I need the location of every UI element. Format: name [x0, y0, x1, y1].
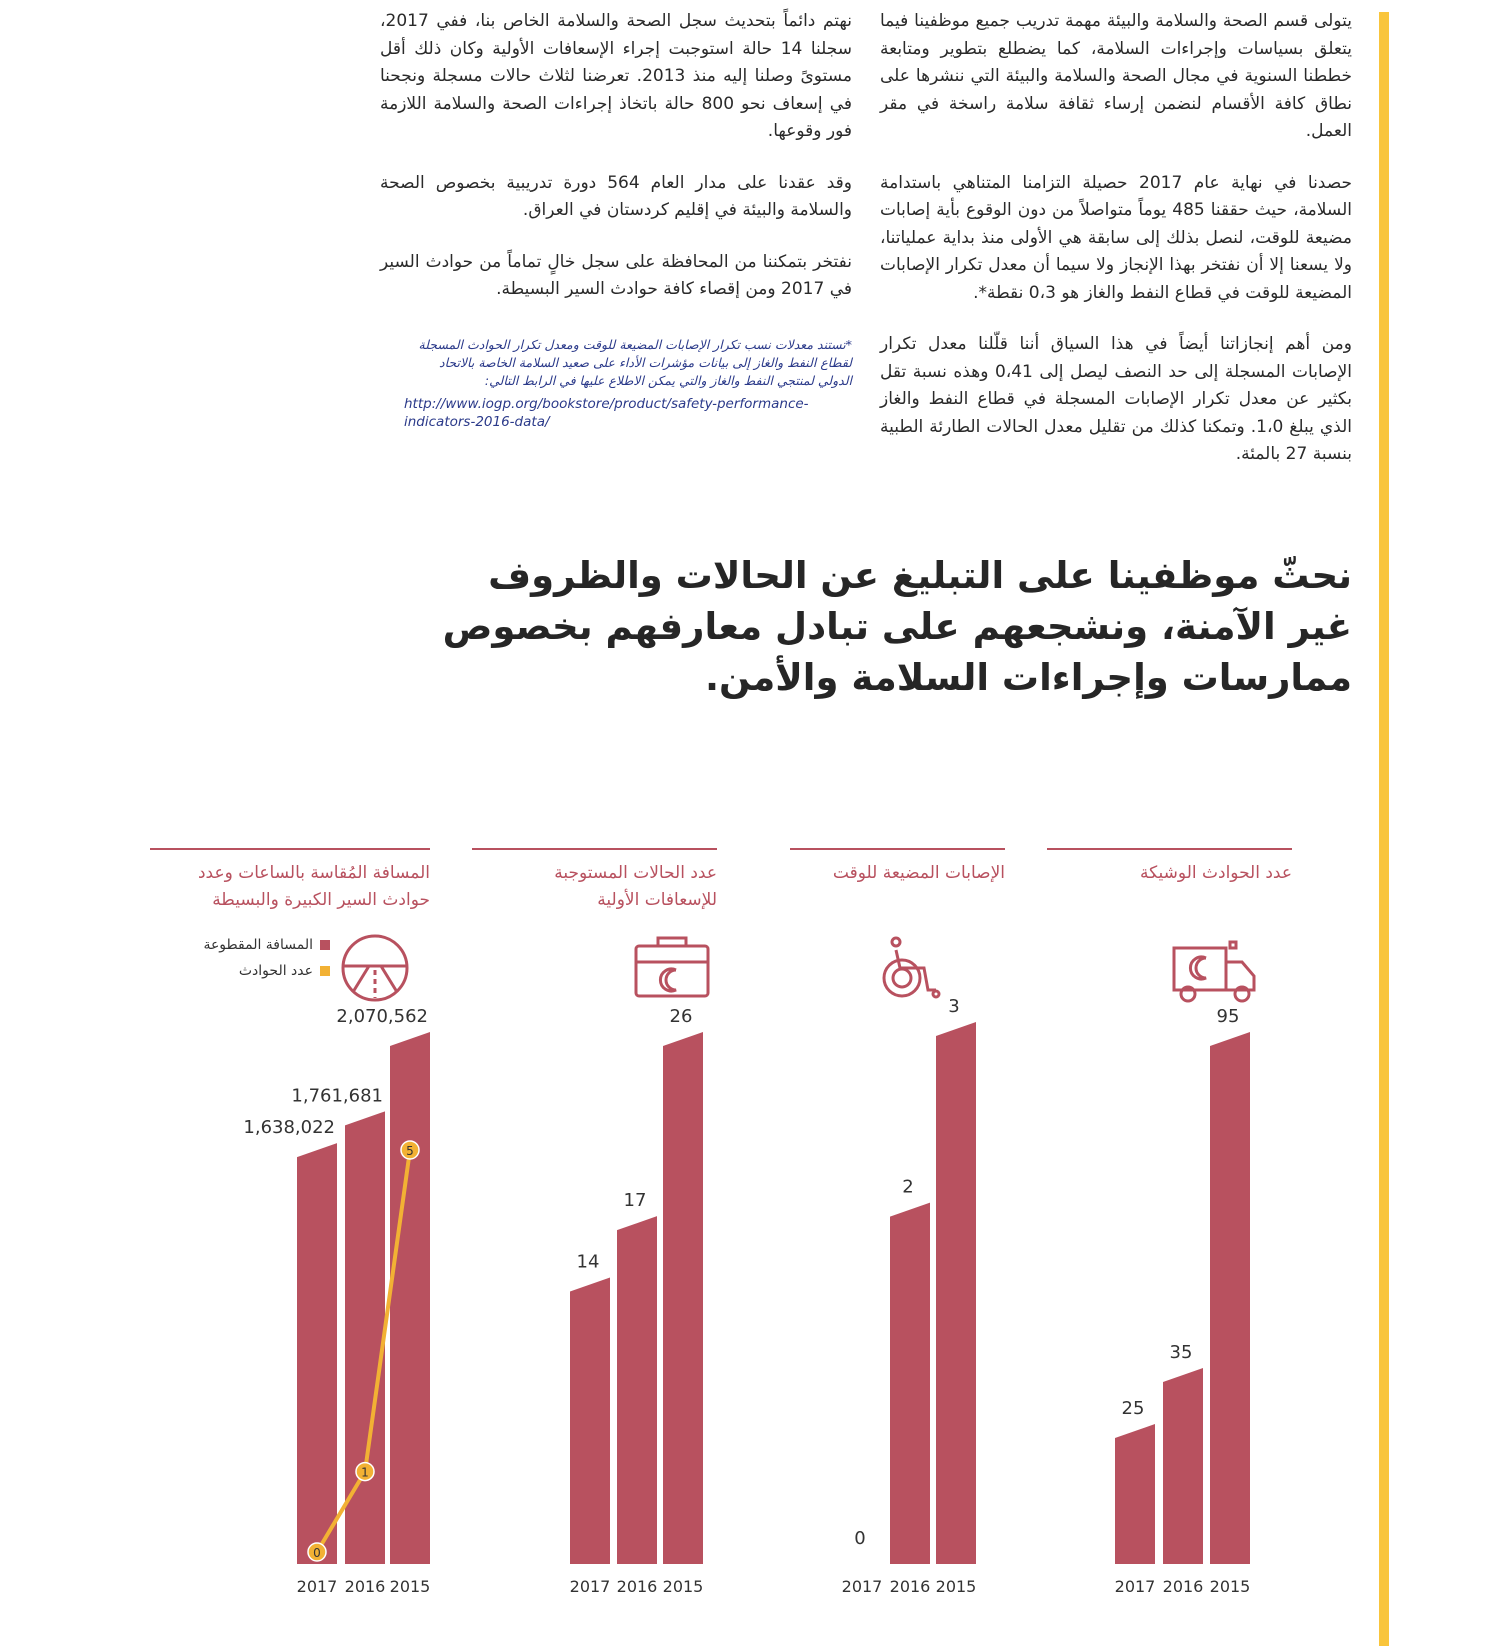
road-icon-edge — [381, 966, 397, 992]
data-label: 3 — [948, 996, 960, 1017]
bar — [890, 1203, 930, 1564]
x-tick-label: 2016 — [889, 1577, 931, 1596]
bar — [936, 1022, 976, 1564]
wheelchair-icon — [884, 938, 939, 997]
legend-swatch — [320, 966, 330, 976]
paragraph: وقد عقدنا على مدار العام 564 دورة تدريبية بخصوص الصحة والسلامة والبيئة في إقليم كردستان في العراق. — [380, 172, 853, 220]
bar — [663, 1032, 703, 1564]
chart-svg — [790, 848, 1005, 1608]
kit-icon-handle — [658, 938, 686, 946]
ambulance-icon — [1174, 942, 1254, 1001]
road-icon — [343, 936, 407, 1000]
chart-near-misses — [1047, 848, 1292, 1608]
x-tick-label: 2017 — [1114, 1577, 1156, 1596]
pull-quote-headline: نحثّ موظفينا على التبليغ عن الحالات والظروف غير الآمنة، ونشجعهم على تبادل معارفهم بخصوص ممارسات وإجراءات السلامة والأمن. — [442, 554, 1352, 699]
x-tick-label: 2015 — [389, 1577, 431, 1596]
paragraph: حصدنا في نهاية عام 2017 حصيلة التزامنا المتناهي باستدامة السلامة، حيث حققنا 485 يوماً متواصلاً من دون الوقوع بأية إصابات مضيعة للوقت، لنصل بذلك إلى سابقة هي الأولى منذ بداية عملياتنا، ولا يسعنا إلا أن نفتخر بهذا الإنجاز ولا سيما أن معدل تكرار الإصابات المضيعة للوقت في قطاع النفط والغاز هو 0،3 نقطة*. — [880, 172, 1352, 303]
ambulance-icon-crescent — [1190, 957, 1206, 979]
data-label: 2 — [902, 1176, 914, 1198]
first-aid-kit-icon — [636, 938, 708, 996]
legend-item-accidents — [203, 962, 330, 980]
bar — [1210, 1032, 1250, 1564]
legend — [203, 936, 330, 980]
road-icon-edge — [353, 966, 369, 992]
paragraph: نهتم دائماً بتحديث سجل الصحة والسلامة الخاص بنا، ففي 2017، سجلنا 14 حالة استوجبت إجراء الإسعافات الأولية وكان ذلك أقل مستوىً وصلنا إليه منذ 2013. تعرضنا لثلاث حالات مسجلة ونجحنا في إسعاف نحو 800 حالة باتخاذ إجراءات الصحة والسلامة اللازمة فور وقوعها. — [380, 11, 852, 141]
chart-title: عدد الحوادث الوشيكة — [1140, 863, 1292, 883]
footnote-link[interactable]: http://www.iogp.org/bookstore/product/safety-performance-indicators-2016-data/ — [404, 396, 809, 430]
data-label: 17 — [623, 1190, 647, 1212]
legend-label: عدد الحوادث — [238, 963, 313, 979]
x-tick-label: 2017 — [296, 1577, 338, 1596]
paragraph: نفتخر بتمكننا من المحافظة على سجل خالٍ تماماً من حوادث السير في 2017 ومن إقصاء كافة حوادث السير البسيطة. — [380, 251, 852, 299]
accent-bar — [1379, 12, 1389, 1646]
paragraph: يتولى قسم الصحة والسلامة والبيئة مهمة تدريب جميع موظفينا فيما يتعلق بسياسات وإجراءات السلامة، كما يضطلع بتطوير ومتابعة خططنا السنوية في مجال الصحة والسلامة والبيئة التي ننشرها على نطاق كافة الأقسام لنضمن إرساء ثقافة سلامة راسخة في مقر العمل. — [880, 11, 1352, 141]
x-tick-label: 2017 — [569, 1577, 611, 1596]
x-tick-label: 2016 — [616, 1577, 658, 1596]
data-label: 1,638,022 — [243, 1117, 335, 1139]
bar — [617, 1216, 657, 1564]
legend-swatch — [320, 940, 330, 950]
footnote: *تستند معدلات نسب تكرار الإصابات المضيعة للوقت ومعدل تكرار الحوادث المسجلة لقطاع النفط والغاز إلى بيانات مؤشرات الأداء على صعيد السلامة الخاصة بالاتحاد الدولي لمنتجي النفط والغاز والتي يمكن الاطلاع عليها في الرابط التالي: — [418, 337, 852, 388]
chart-svg — [472, 848, 717, 1608]
x-tick-label: 2017 — [841, 1577, 883, 1596]
data-label: 0 — [854, 1528, 866, 1549]
accident-label: 1 — [361, 1465, 369, 1480]
bar — [570, 1278, 610, 1564]
x-tick-label: 2016 — [344, 1577, 386, 1596]
wheelchair-icon-wheel — [884, 960, 920, 996]
data-label: 14 — [576, 1251, 600, 1273]
wheelchair-icon-head — [892, 938, 900, 946]
chart-title: الإصابات المضيعة للوقت — [832, 863, 1005, 883]
data-label: 2,070,562 — [336, 1006, 428, 1027]
chart-road-accidents — [150, 848, 430, 1608]
accident-label: 0 — [313, 1546, 321, 1560]
chart-svg — [1047, 848, 1292, 1608]
bar — [297, 1143, 337, 1564]
data-label: 1,761,681 — [291, 1085, 383, 1107]
wheelchair-icon-hub — [893, 969, 911, 987]
legend-label: المسافة المقطوعة — [203, 937, 313, 953]
data-label: 35 — [1169, 1342, 1193, 1363]
ambulance-icon-light — [1230, 942, 1236, 948]
data-label: 95 — [1216, 1006, 1240, 1027]
accident-label: 5 — [406, 1144, 414, 1158]
data-label: 26 — [669, 1006, 693, 1027]
ambulance-icon-body — [1174, 948, 1226, 990]
chart-title: المسافة المُقاسة بالساعات وعدد حوادث السير الكبيرة والبسيطة — [197, 863, 430, 910]
body-column-right — [880, 8, 1352, 493]
chart-lost-time-injuries — [790, 848, 1005, 1608]
data-label: 25 — [1121, 1398, 1145, 1419]
chart-title: عدد الحالات المستوجبة للإسعافات الأولية — [554, 863, 717, 910]
paragraph: ومن أهم إنجازاتنا أيضاً في هذا السياق أننا قلّلنا معدل تكرار الإصابات المسجلة إلى حد النصف ليصل إلى 0،41 وهذه نسبة تقل بكثير عن معدل تكرار الإصابات المسجلة في قطاع النفط والغاز الذي يبلغ 1،0. وتمكنا كذلك من تقليل معدل الحالات الطارئة الطبية بنسبة 27 بالمئة. — [880, 334, 1353, 464]
bar — [1163, 1368, 1203, 1564]
x-tick-label: 2016 — [1162, 1577, 1204, 1596]
body-column-left — [380, 8, 852, 328]
x-tick-label: 2015 — [1209, 1577, 1251, 1596]
chart-first-aid — [472, 848, 717, 1608]
bar — [390, 1032, 430, 1564]
legend-item-distance — [203, 936, 330, 954]
x-tick-label: 2015 — [662, 1577, 704, 1596]
wheelchair-icon-caster — [933, 991, 939, 997]
kit-icon-crescent — [660, 969, 676, 991]
bar — [1115, 1424, 1155, 1564]
x-tick-label: 2015 — [935, 1577, 977, 1596]
